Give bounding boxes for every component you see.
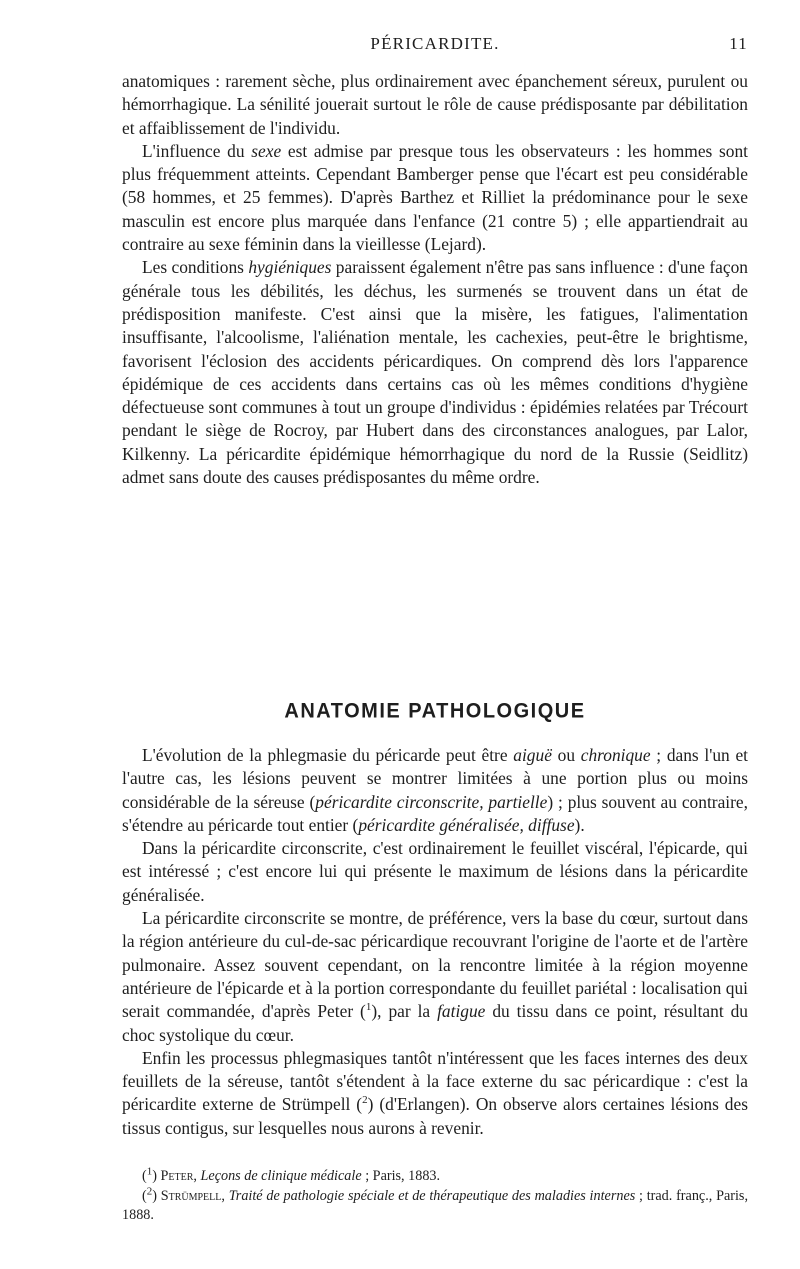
footnote-ref[interactable]: 2 — [362, 1094, 368, 1107]
page-number: 11 — [729, 34, 748, 53]
emphasis: fatigue — [437, 1001, 486, 1022]
emphasis: chronique — [580, 745, 651, 765]
paragraph: L'influence du sexe est admise par presque tous les observateurs : les hommes sont plus fréquemment atteints. Cependant Bamberger pense que l'écart est peu considérable (58 hommes, et 25 femmes). D'après Barthez et Rilliet la prédominance pour le sexe masculin est encore plus marquée dans l'enfance (21 contre 5) ; elle appartiendrait au contraire au sexe féminin dans la vieillesse (Lejard). — [122, 140, 748, 255]
emphasis: péricardite généralisée, diffuse — [358, 814, 575, 835]
running-head — [122, 34, 748, 56]
footnote-author: Peter — [160, 1168, 194, 1184]
footnotes — [122, 1167, 748, 1226]
paragraph: Dans la péricardite circonscrite, c'est ordinairement le feuillet viscéral, l'épicarde, qui est intéressé ; c'est encore lui qui présente le maximum de lésions dans la péricardite généralisée. — [122, 838, 748, 905]
footnote-ref[interactable]: 1 — [365, 1001, 372, 1014]
text-block-bottom — [122, 744, 748, 1140]
emphasis: péricardite circonscrite, partielle — [315, 791, 548, 812]
footnote-title: Traité de pathologie spéciale et de thérapeutique des maladies internes — [228, 1187, 636, 1204]
paragraph: Enfin les processus phlegmasiques tantôt n'intéressent que les faces internes des deux feuillets de la séreuse, tantôt s'étendent à la face externe du sac péricardique : c'est la péricardite externe de Strümpell ($^2$) (d'Erlangen). On observe alors certaines lésions des tissus contigus, sur lesquelles nous aurons à revenir. — [122, 1047, 748, 1138]
paragraph: La péricardite circonscrite se montre, de préférence, vers la base du cœur, surtout dans la région antérieure du cul-de-sac péricardique recouvrant l'origine de l'aorte et de l'artère pulmonaire. Assez souvent cependant, on la rencontre limitée à la région moyenne antérieure de l'épicarde et à la portion correspondante du feuillet pariétal : localisation qui serait commandée, d'après Peter ($^1$), par la fatigue du tissu dans ce point, résultant du choc systolique du cœur. — [122, 908, 748, 1045]
footnote: ($^2$) Strümpell, Traité de pathologie spéciale et de thérapeutique des maladies internes ; trad. franç., Paris, 1888. — [122, 1184, 748, 1223]
paragraph: L'évolution de la phlegmasie du péricarde peut être aiguë ou chronique ; dans l'un et l'autre cas, les lésions peuvent se montrer limitées à une portion plus ou moins considérable de la séreuse (péricardite circonscrite, partielle) ; plus souvent au contraire, s'étendre au péricarde tout entier (péricardite généralisée, diffuse). — [122, 745, 749, 835]
section-heading: ANATOMIE PATHOLOGIQUE — [284, 699, 586, 723]
emphasis: sexe — [251, 140, 282, 161]
footnote-author: Strümpell — [160, 1187, 222, 1204]
emphasis: hygiéniques — [248, 257, 332, 278]
footnote-title: Leçons de clinique médicale — [200, 1168, 362, 1184]
paragraph: anatomiques : rarement sèche, plus ordinairement avec épanchement séreux, purulent ou hémorrhagique. La sénilité jouerait surtout le rôle de cause prédisposante par débilitation et affaiblissement de l'individu. — [122, 71, 748, 138]
paragraph: Les conditions hygiéniques paraissent également n'être pas sans influence : d'une façon générale tous les débilités, les déchus, les surmenés se trouvent dans un état de prédisposition manifeste. C'est ainsi que la misère, les fatigues, l'alimentation insuffisante, l'alcoolisme, l'aliénation mentale, les cachexies, peut-être le brightisme, favorisent l'éclosion des accidents péricardiques. On comprend dès lors l'apparence épidémique de ces accidents dans certains cas où les mêmes conditions d'hygiène défectueuse sont communes à tout un groupe d'individus : épidémies relatées par Trécourt pendant le siège de Rocroy, par Hubert dans des circonstances analogues, par Lalor, Kilkenny. La péricardite épidémique hémorrhagique du nord de la Russie (Seidlitz) admet sans doute des causes prédisposantes du même ordre. — [122, 257, 748, 488]
emphasis: aiguë — [513, 745, 552, 765]
running-title: PÉRICARDITE. — [370, 34, 500, 53]
footnote: ($^1$) Peter, Leçons de clinique médicale ; Paris, 1883. — [142, 1165, 441, 1184]
text-block-top — [122, 70, 748, 489]
